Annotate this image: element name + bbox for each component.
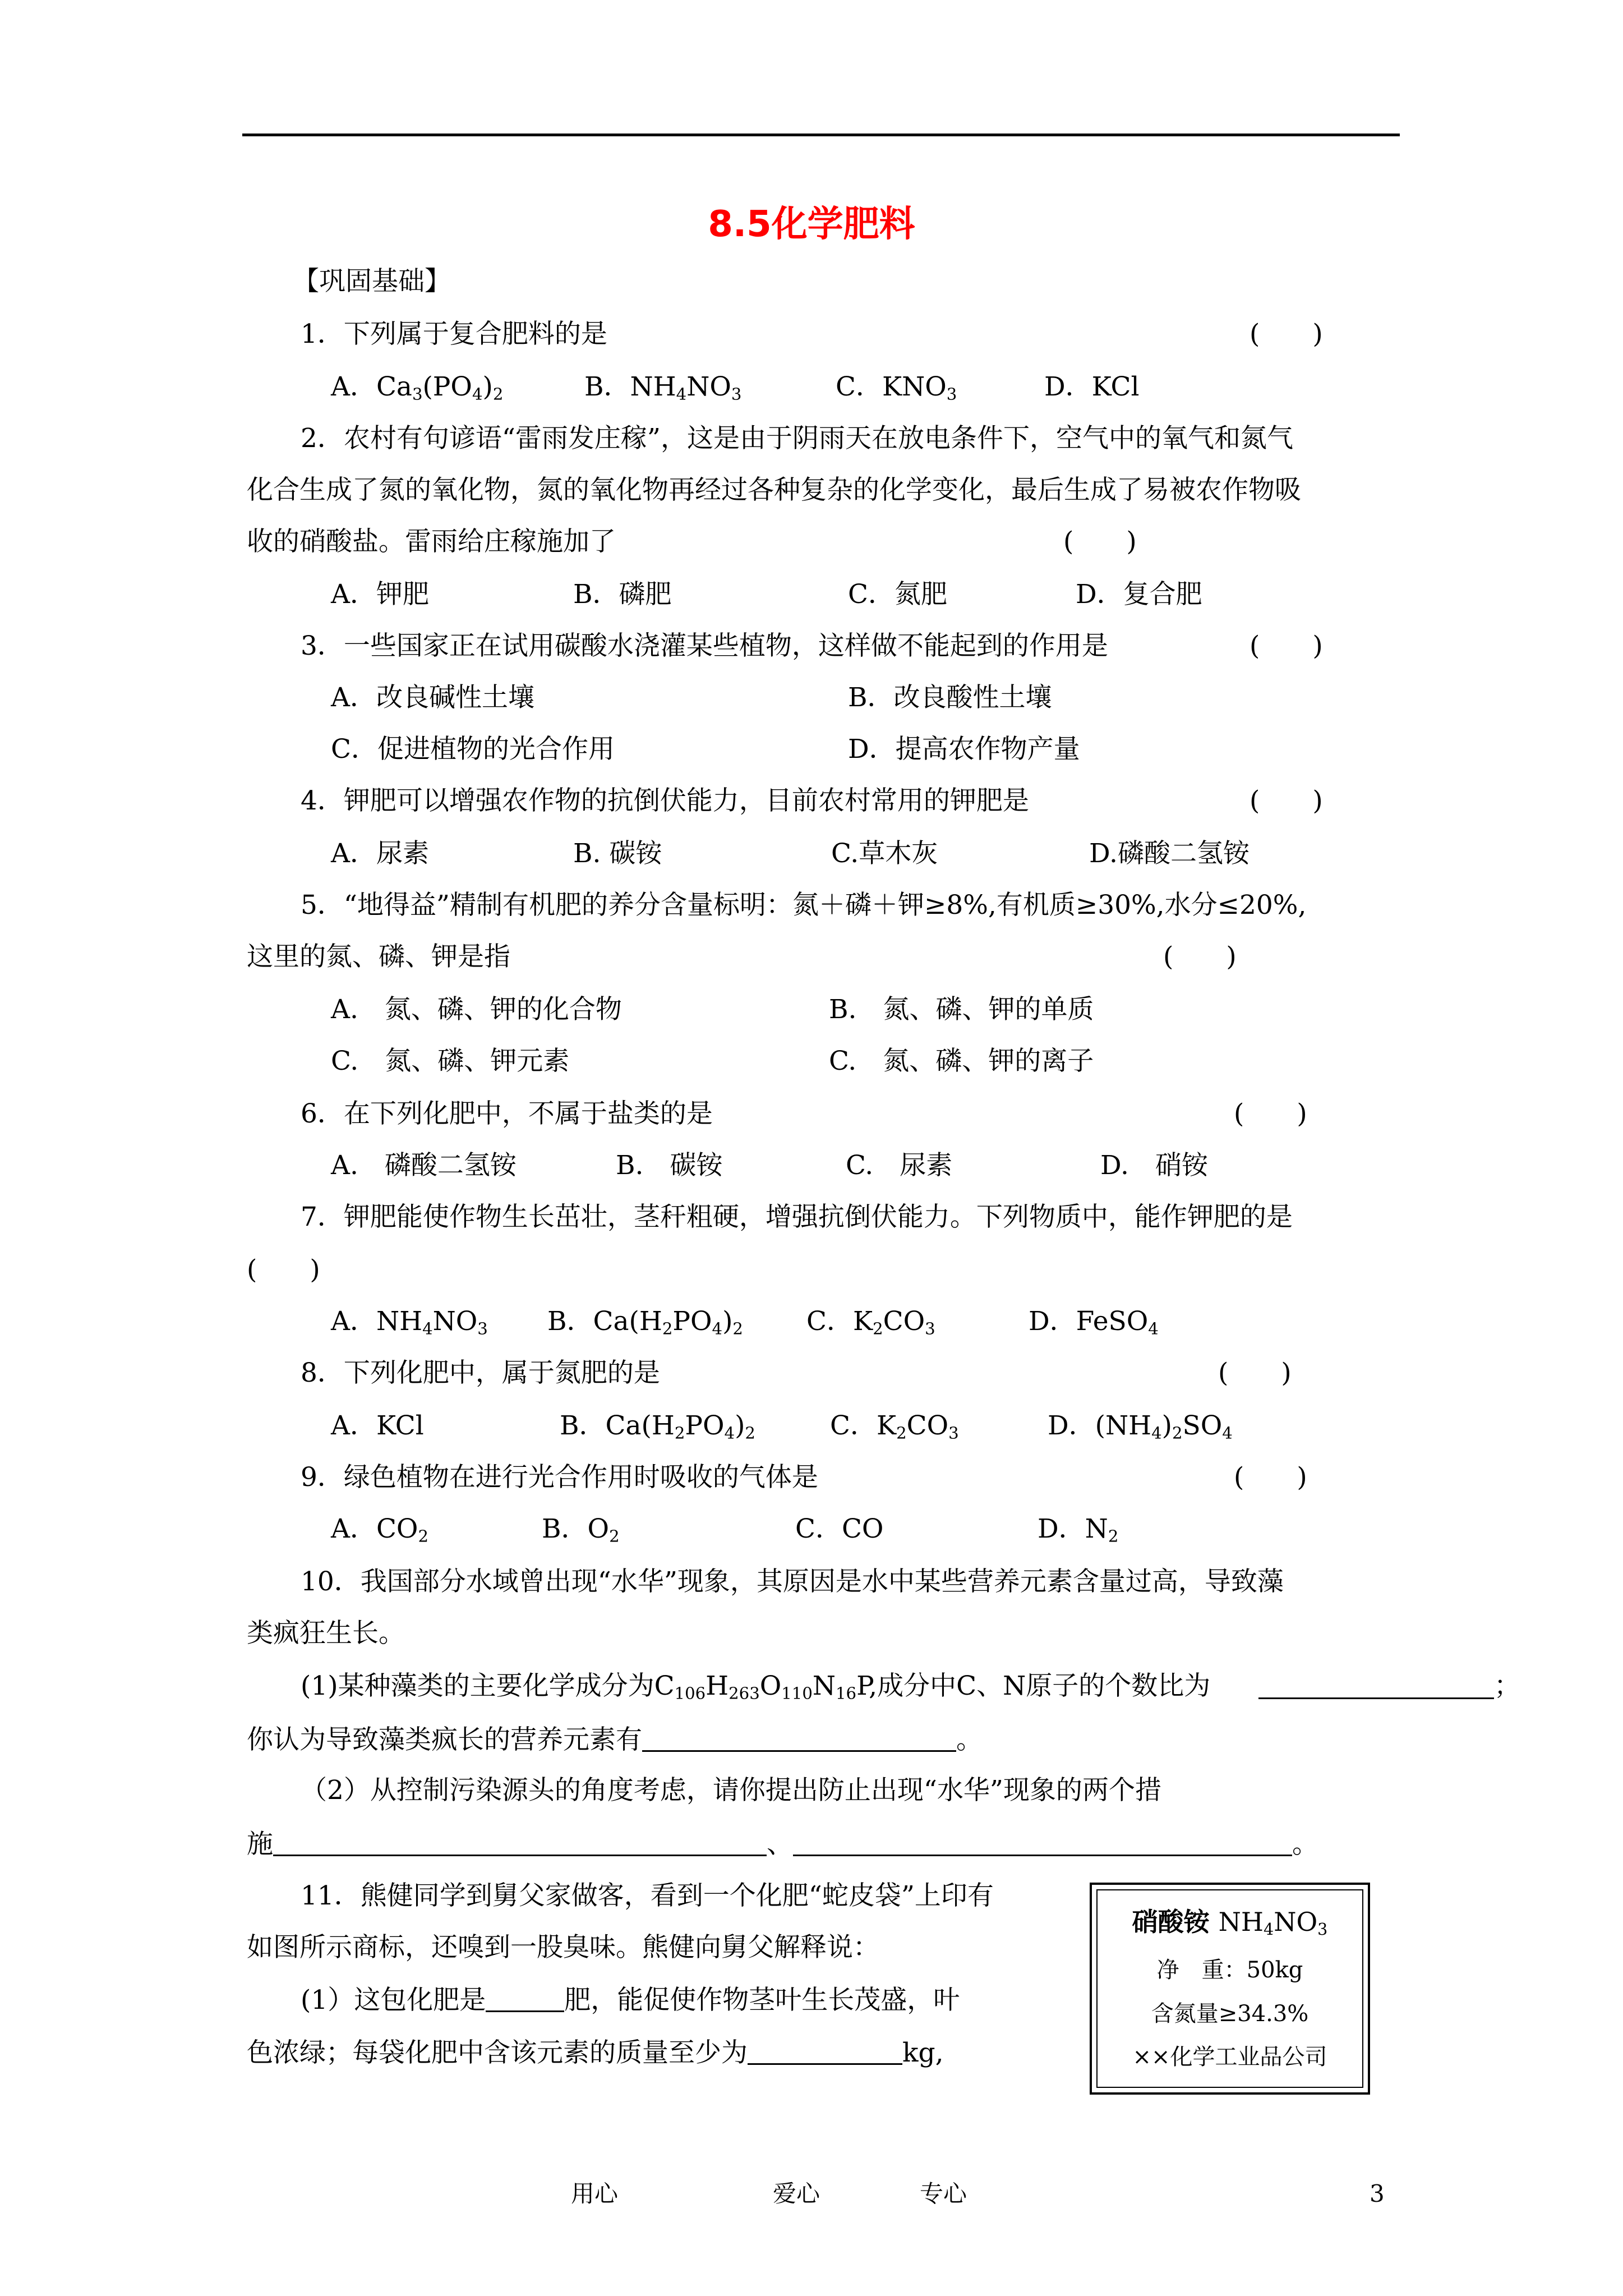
q2-option-b: B．磷肥	[573, 579, 672, 610]
q4-option-c: C.草木灰	[831, 838, 938, 869]
q11-part1-line-1: (1）这包化肥是 肥，能促使作物茎叶生长茂盛，叶	[301, 1985, 960, 2016]
q6-option-d: D. 硝铵	[1100, 1150, 1208, 1181]
q9-option-b: B．$O_2$	[542, 1513, 620, 1546]
q7-option-d: D．FeSO$_4$	[1029, 1306, 1159, 1338]
q2-bracket: ( )	[1063, 526, 1137, 557]
q3-stem: 3．一些国家正在试用碳酸水浇灌某些植物，这样做不能起到的作用是	[301, 631, 1108, 661]
q8-option-b: B．$Ca(H_2PO_4)_2$	[560, 1410, 755, 1443]
q1-option-a: A．$Ca_3(PO_4)_2$	[331, 371, 504, 404]
q10-answer-blank-elements[interactable]	[642, 1726, 956, 1752]
q4-option-a: A．尿素	[331, 838, 429, 869]
q3-option-b: B．改良酸性土壤	[848, 682, 1052, 713]
q5-bracket: ( )	[1163, 941, 1237, 972]
q7-bracket: ( )	[247, 1254, 320, 1285]
q1-option-c: C．$KNO_3$	[836, 371, 957, 404]
q11-part1-line-2: 色浓绿；每袋化肥中含该元素的质量至少为 kg,	[247, 2037, 944, 2068]
q5-option-a: A. 氮、磷、钾的化合物	[331, 994, 622, 1025]
q10-part2-line-2: 施 、 。	[247, 1829, 1318, 1860]
q4-option-b: B. 碳铵	[573, 838, 662, 869]
q5-option-c: C. 氮、磷、钾元素	[331, 1046, 570, 1076]
q1-bracket: ( )	[1249, 319, 1323, 349]
q11-answer-blank-type[interactable]	[486, 1986, 564, 2012]
page-number: 3	[1370, 2180, 1385, 2207]
q8-option-a: A．KCl	[331, 1410, 424, 1441]
header-rule	[242, 134, 1400, 136]
q9-option-c: C．CO	[795, 1513, 884, 1544]
q8-stem: 8．下列化肥中，属于氮肥的是	[301, 1358, 660, 1388]
q3-option-d: D．提高农作物产量	[848, 734, 1080, 765]
q11-answer-blank-mass[interactable]	[748, 2039, 902, 2065]
q8-option-c: C．$K_2CO_3$	[830, 1410, 959, 1443]
q6-bracket: ( )	[1234, 1098, 1307, 1129]
q10-answer-blank-ratio[interactable]	[1258, 1673, 1494, 1699]
q10-part1-line-1: (1)某种藻类的主要化学成分为$C_{106}H_{263}O_{110}N_{16}P$,成分中C、N原子的个数比为	[301, 1671, 1211, 1703]
footer-word-3: 专心	[920, 2180, 967, 2207]
q5-line-1: 5．“地得益”精制有机肥的养分含量标明：氮＋磷＋钾≥8%,有机质≥30%,水分≤20%,	[301, 890, 1307, 921]
q10-answer-blank-measure-2[interactable]	[793, 1830, 1292, 1856]
q2-line-2: 化合生成了氮的氧化物，氮的氧化物再经过各种复杂的化学变化，最后生成了易被农作物吸	[247, 475, 1301, 505]
q7-option-a: A．$NH_4NO_3$	[331, 1306, 488, 1338]
q7-option-b: B．$Ca(H_2PO_4)_2$	[547, 1306, 743, 1338]
q10-answer-blank-measure-1[interactable]	[273, 1830, 767, 1856]
q7-line-1: 7．钾肥能使作物生长茁壮，茎秆粗硬，增强抗倒伏能力。下列物质中，能作钾肥的是	[301, 1202, 1293, 1232]
label-company: ××化学工业品公司	[1132, 2044, 1327, 2070]
q10-line-2: 类疯狂生长。	[247, 1618, 405, 1649]
q10-line-1: 10．我国部分水域曾出现“水华”现象，其原因是水中某些营养元素含量过高，导致藻	[301, 1566, 1284, 1597]
q8-bracket: ( )	[1218, 1358, 1292, 1388]
q6-option-c: C. 尿素	[846, 1150, 953, 1181]
q1-option-b: B．$NH_4NO_3$	[584, 371, 742, 404]
q5-option-d: C. 氮、磷、钾的离子	[829, 1046, 1094, 1076]
q11-line-1: 11．熊健同学到舅父家做客，看到一个化肥“蛇皮袋”上印有	[301, 1880, 994, 1911]
q7-option-c: C．$K_2CO_3$	[806, 1306, 935, 1338]
q5-line-2: 这里的氮、磷、钾是指	[247, 941, 510, 972]
q2-option-d: D．复合肥	[1076, 579, 1202, 610]
q6-stem: 6．在下列化肥中，不属于盐类的是	[301, 1098, 713, 1129]
q9-stem: 9．绿色植物在进行光合作用时吸收的气体是	[301, 1462, 818, 1493]
q3-option-c: C．促进植物的光合作用	[331, 734, 615, 765]
footer-word-1: 用心	[571, 2180, 619, 2207]
q2-option-a: A．钾肥	[331, 579, 429, 610]
footer-word-2: 爱心	[773, 2180, 820, 2207]
q1-stem: 1．下列属于复合肥料的是	[301, 319, 607, 349]
q11-line-2: 如图所示商标，还嗅到一股臭味。熊健向舅父解释说：	[247, 1932, 879, 1963]
q9-bracket: ( )	[1234, 1462, 1307, 1493]
label-net-weight: 净 重：50kg	[1156, 1957, 1303, 1983]
q2-option-c: C．氮肥	[848, 579, 947, 610]
page-title: 8.5化学肥料	[708, 204, 915, 245]
section-heading: 【巩固基础】	[293, 266, 451, 297]
q3-option-a: A．改良碱性土壤	[331, 682, 534, 713]
q2-line-1: 2．农村有句谚语“雷雨发庄稼”，这是由于阴雨天在放电条件下，空气中的氧气和氮气	[301, 423, 1293, 454]
q4-option-d: D.磷酸二氢铵	[1089, 838, 1249, 869]
q3-bracket: ( )	[1249, 631, 1323, 661]
q8-option-d: D．$(NH_4)_2SO_4$	[1048, 1410, 1233, 1443]
q6-option-a: A. 磷酸二氢铵	[331, 1150, 517, 1181]
label-product-name: 硝酸铵 $NH_4NO_3$	[1132, 1906, 1328, 1939]
q5-option-b: B. 氮、磷、钾的单质	[829, 994, 1094, 1025]
q4-stem: 4．钾肥可以增强农作物的抗倒伏能力，目前农村常用的钾肥是	[301, 785, 1029, 816]
q6-option-b: B. 碳铵	[616, 1150, 723, 1181]
q10-part2-line-1: （2）从控制污染源头的角度考虑，请你提出防止出现“水华”现象的两个措	[301, 1775, 1161, 1806]
q4-bracket: ( )	[1249, 785, 1323, 816]
q1-option-d: D．KCl	[1044, 371, 1140, 402]
label-nitrogen-content: 含氮量≥34.3%	[1151, 2000, 1309, 2027]
q2-line-3: 收的硝酸盐。雷雨给庄稼施加了	[247, 526, 616, 557]
q9-option-a: A．$CO_2$	[331, 1513, 428, 1546]
q10-part1-end: ；	[1494, 1671, 1520, 1701]
fertilizer-label-box	[1090, 1883, 1370, 2095]
q10-part1-line-2: 你认为导致藻类疯长的营养元素有 。	[247, 1724, 983, 1755]
q9-option-d: D．$N_2$	[1038, 1513, 1119, 1546]
